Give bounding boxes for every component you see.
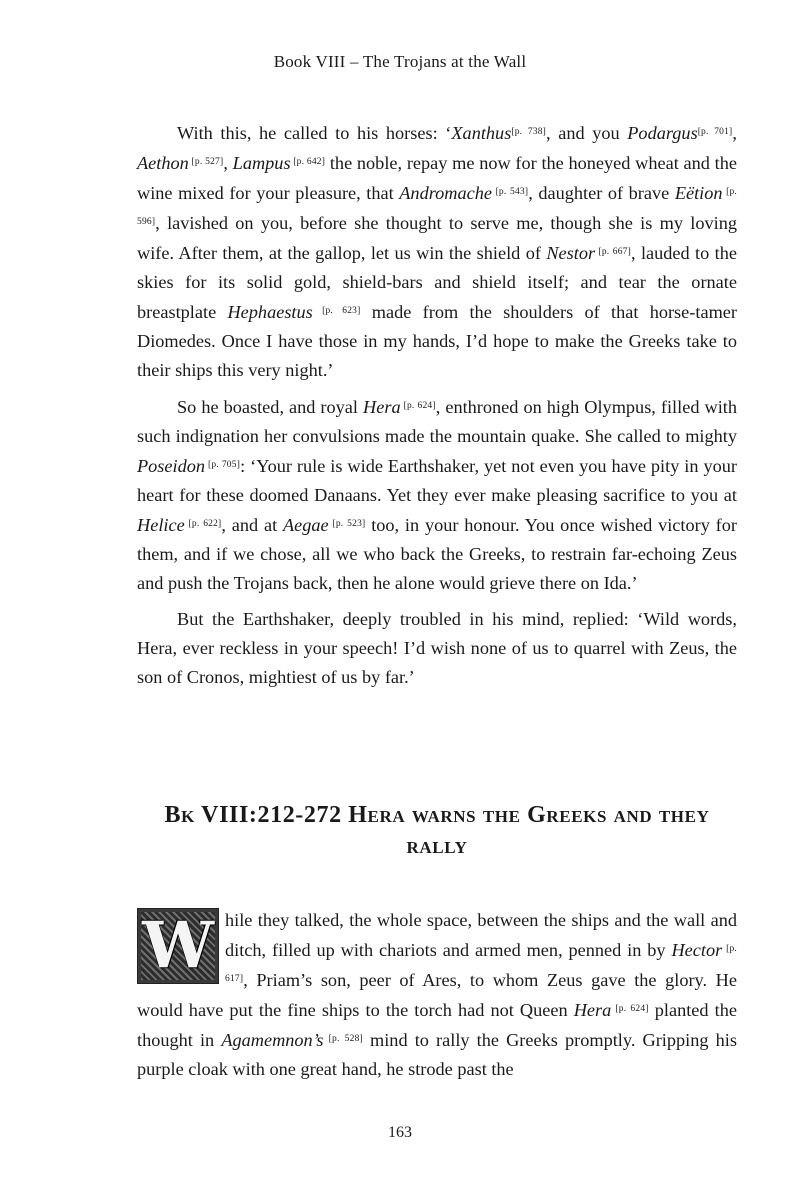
page-reference: [p. 624] xyxy=(400,401,436,411)
italic-name: Poseidon xyxy=(137,456,206,476)
page-reference: [p. 705] xyxy=(205,460,241,470)
italic-name: Agamemnon’s xyxy=(221,1030,324,1050)
section-paragraph-text: hile they talked, the whole space, between the ships and the wall and ditch, filled up with chariots and armed men, penned in by Hector [p. 617], Priam’s son, peer of Ares, to whom Zeus gave the glory. He would have put the fine ships to the torch had not Queen Hera [p. 624] planted the thought in Agamemnon’s [p. 528] mind to rally the Greeks promptly. Gripping his purple cloak with one great hand, he strode past the xyxy=(137,910,737,1079)
page-number: 163 xyxy=(388,1124,412,1141)
italic-name: Aethon xyxy=(137,153,189,173)
italic-name: Podargus xyxy=(627,123,698,143)
paragraph-2: So he boasted, and royal Hera [p. 624], enthroned on high Olympus, filled with such indignation her convulsions made the mountain quake. She called to mighty Poseidon [p. 705]: ‘Your rule is wide Earthshaker, yet not even you have pity in your heart for these doomed Danaans. Yet they ever make pleasing sacrifice to you at Helice [p. 622], and at Aegae [p. 523] too, in your honour. You once wished victory for them, and if we chose, all we who back the Greeks, to restrain far-echoing Zeus and push the Trojans back, then he alone would grieve there on Ida.’ xyxy=(137,397,737,593)
italic-name: Lampus xyxy=(232,153,291,173)
running-header: Book VIII – The Trojans at the Wall xyxy=(273,52,527,71)
italic-name: Helice xyxy=(137,515,185,535)
page-reference: [p. 596] xyxy=(137,187,737,227)
page-reference: [p. 527] xyxy=(188,157,224,167)
page-reference: [p. 617] xyxy=(225,944,737,984)
page-reference: [p. 543] xyxy=(492,187,529,197)
italic-name: Hephaestus xyxy=(227,302,313,322)
page-reference: [p. 738] xyxy=(511,127,547,137)
italic-name: Aegae xyxy=(282,515,329,535)
page-reference: [p. 623] xyxy=(312,306,361,316)
page-reference: [p. 528] xyxy=(323,1034,363,1044)
page-reference: [p. 523] xyxy=(328,519,366,529)
italic-name: Nestor xyxy=(546,243,596,263)
italic-name: Hera xyxy=(573,1000,612,1020)
page-reference: [p. 667] xyxy=(595,247,631,257)
dropcap-ornament xyxy=(137,908,219,984)
italic-name: Eëtion xyxy=(674,183,723,203)
paragraph-1: With this, he called to his horses: ‘Xanthus[p. 738], and you Podargus[p. 701], Aethon [p. 527], Lampus [p. 642] the noble, repay me now for the honeyed wheat and the wine mixed for your pleasure, that Andromache [p. 543], daughter of brave Eëtion [p. 596], lavished on you, before she thought to serve me, though she is my loving wife. After them, at the gallop, let us win the shield of Nestor [p. 667], lauded to the skies for its solid gold, shield-bars and shield itself; and tear the ornate breastplate Hephaestus [p. 623] made from the shoulders of that horse-tamer Diomedes. Once I have those in my hands, I’d hope to make the Greeks take to their ships this very night.’ xyxy=(137,123,737,380)
italic-name: Hera xyxy=(363,397,401,417)
italic-name: Hector xyxy=(671,940,723,960)
section-heading: Bk VIII:212-272 Hera warns the Greeks and they rally xyxy=(164,801,710,859)
dropcap-letter: W xyxy=(142,908,214,983)
page-reference: [p. 622] xyxy=(184,519,222,529)
page-reference: [p. 624] xyxy=(611,1004,649,1014)
body-text xyxy=(137,118,737,699)
section-paragraph xyxy=(137,906,737,1084)
paragraph-3: But the Earthshaker, deeply troubled in his mind, replied: ‘Wild words, Hera, ever reckless in your speech! I’d wish none of us to quarrel with Zeus, the son of Cronos, mightiest of us by far.’ xyxy=(137,609,737,687)
italic-name: Andromache xyxy=(399,183,493,203)
page-reference: [p. 642] xyxy=(290,157,326,167)
italic-name: Xanthus xyxy=(451,123,512,143)
section-body xyxy=(137,906,737,1091)
page-reference: [p. 701] xyxy=(697,127,733,137)
